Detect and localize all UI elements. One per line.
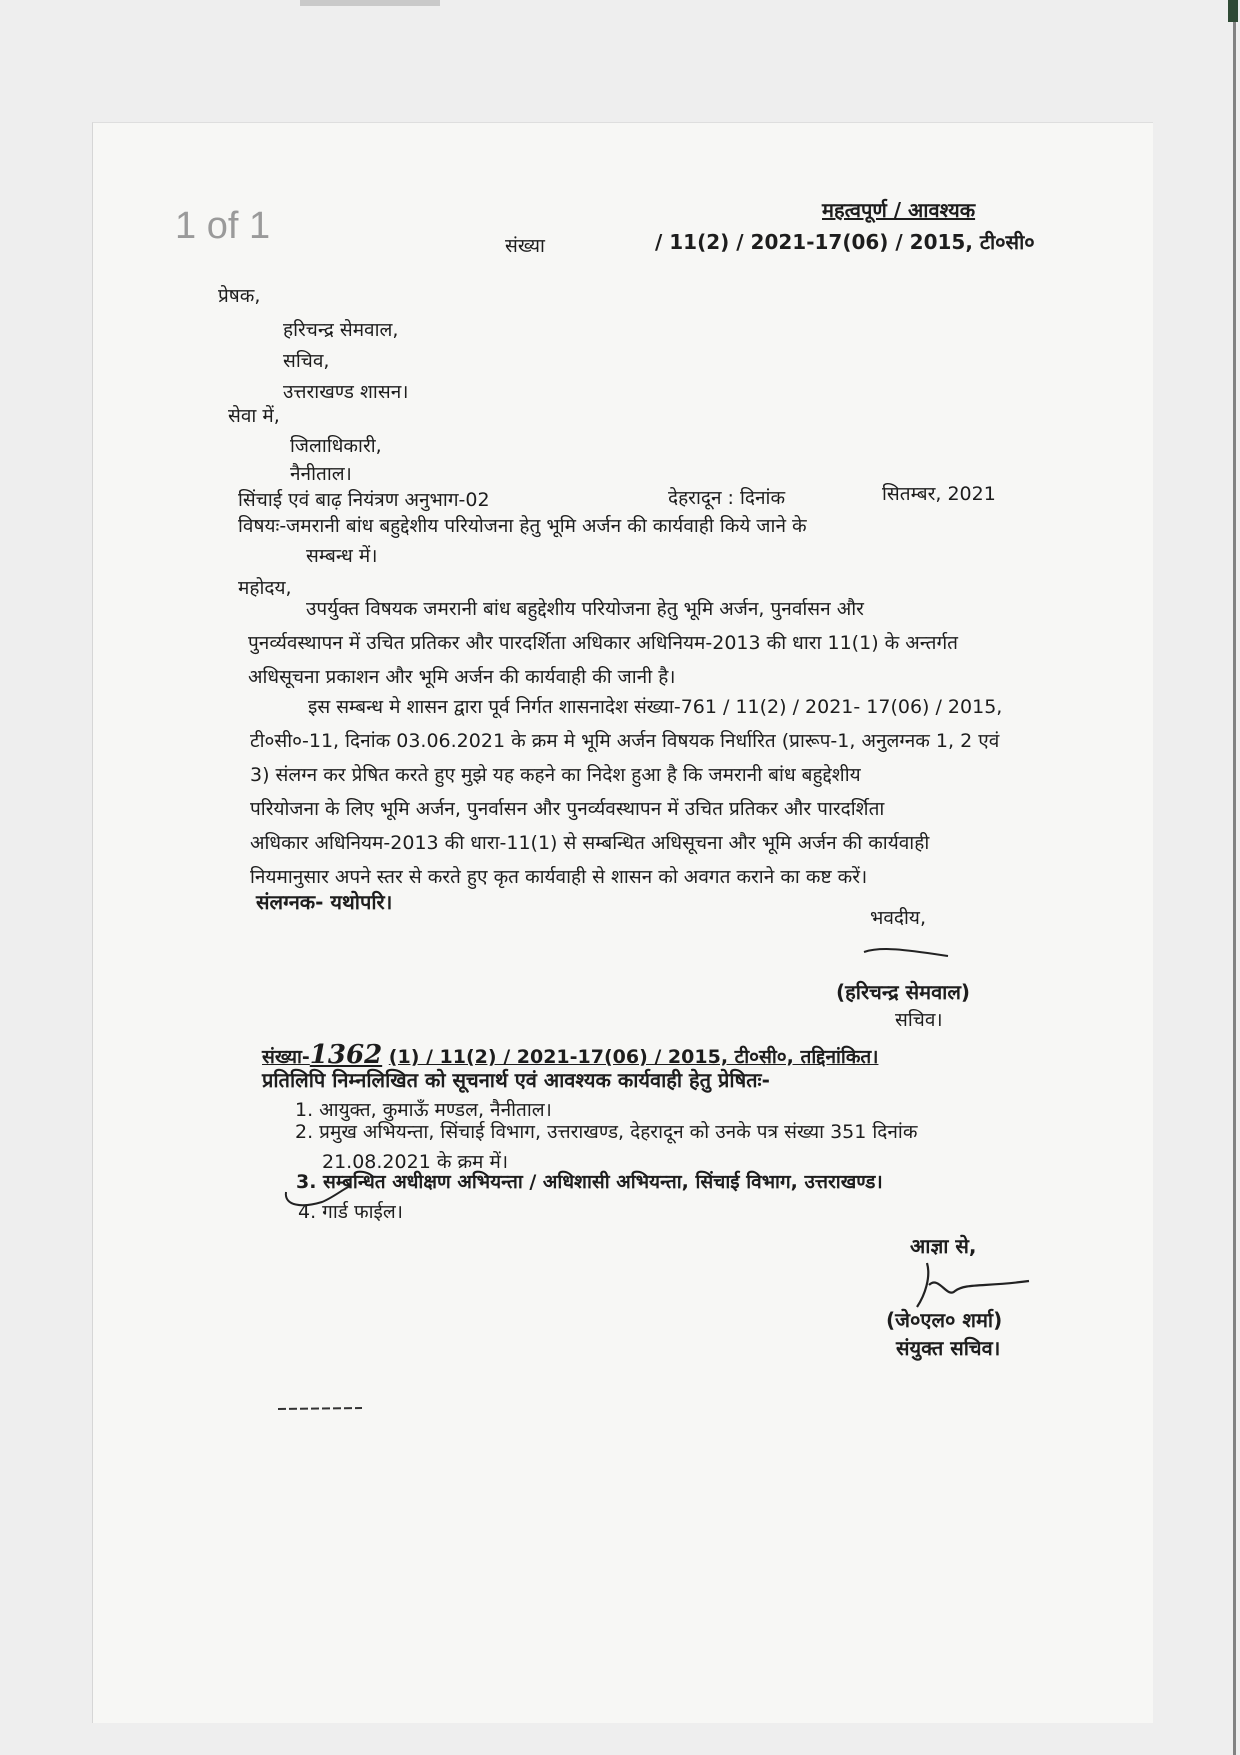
copy-item: 21.08.2021 के क्रम में।	[322, 1151, 509, 1173]
signatory-name: (हरिचन्द्र सेमवाल)	[836, 980, 971, 1004]
sender-org: उत्तराखण्ड शासन।	[283, 381, 409, 403]
subject-line-1: विषयः-जमरानी बांध बहुद्देशीय परियोजना हेतु भूमि अर्जन की कार्यवाही किये जाने के	[238, 515, 807, 537]
recipient-label: सेवा में,	[228, 405, 280, 427]
copy-ref-suffix: (1) / 11(2) / 2021-17(06) / 2015, टी०सी०, तद्दिनांकित।	[388, 1046, 879, 1068]
letter-sheet	[92, 122, 1153, 1723]
paragraph-2	[250, 690, 1002, 894]
paragraph-2-line: परियोजना के लिए भूमि अर्जन, पुनर्वासन और पुनर्व्यवस्थापन में उचित प्रतिकर और पारदर्शिता	[250, 798, 885, 820]
signature-1	[862, 938, 952, 964]
enclosure: संलग्नक- यथोपरि।	[256, 890, 393, 914]
priority-label: महत्वपूर्ण / आवश्यक	[822, 198, 976, 222]
ref-label: संख्या	[505, 235, 545, 257]
sender-designation: सचिव,	[283, 350, 330, 372]
section-name: सिंचाई एवं बाढ़ नियंत्रण अनुभाग-02	[238, 489, 490, 511]
scan-edge-mark	[1228, 0, 1238, 22]
recipient-name: जिलाधिकारी,	[290, 435, 382, 457]
sender-label: प्रेषक,	[218, 285, 261, 307]
signatory-designation: सचिव।	[895, 1009, 943, 1031]
copy-item: 3. सम्बन्धित अधीक्षण अभियन्ता / अधिशासी अभियन्ता, सिंचाई विभाग, उत्तराखण्ड।	[296, 1171, 883, 1193]
copy-ref-prefix: संख्या-	[262, 1046, 310, 1068]
copy-ref-handwritten: 1362	[309, 1040, 383, 1070]
page-indicator: 1 of 1	[175, 205, 271, 247]
hand-strike-mark	[282, 1172, 352, 1222]
signatory2-designation: संयुक्त सचिव।	[896, 1336, 1001, 1360]
copy-item: 4. गार्ड फाईल।	[298, 1201, 403, 1223]
order-note: आज्ञा से,	[910, 1234, 977, 1258]
date-month: सितम्बर, 2021	[882, 483, 996, 505]
copy-item: 1. आयुक्त, कुमाऊँ मण्डल, नैनीताल।	[295, 1099, 552, 1121]
date-line: देहरादून : दिनांक	[668, 487, 786, 509]
paragraph-1-line: पुनर्व्यवस्थापन में उचित प्रतिकर और पारदर्शिता अधिकार अधिनियम-2013 की धारा 11(1) के अन्तर्गत	[248, 632, 958, 654]
paragraph-2-line: अधिकार अधिनियम-2013 की धारा-11(1) से सम्बन्धित अधिसूचना और भूमि अर्जन की कार्यवाही	[250, 832, 930, 854]
scan-mark-bottom	[276, 1404, 366, 1414]
copy-item: 2. प्रमुख अभियन्ता, सिंचाई विभाग, उत्तराखण्ड, देहरादून को उनके पत्र संख्या 351 दिनांक	[295, 1121, 918, 1143]
recipient-place: नैनीताल।	[290, 463, 352, 485]
paragraph-1-line: अधिसूचना प्रकाशन और भूमि अर्जन की कार्यवाही की जानी है।	[248, 666, 676, 688]
paragraph-1	[248, 592, 958, 694]
paragraph-2-line: नियमानुसार अपने स्तर से करते हुए कृत कार्यवाही से शासन को अवगत कराने का कष्ट करें।	[250, 866, 868, 888]
salutation: महोदय,	[238, 577, 292, 599]
scan-edge-line	[1233, 22, 1236, 1755]
paragraph-2-line: 3) संलग्न कर प्रेषित करते हुए मुझे यह कहने का निदेश हुआ है कि जमरानी बांध बहुद्देशीय	[250, 764, 861, 786]
signatory2-name: (जे०एल० शर्मा)	[886, 1308, 1003, 1332]
paragraph-2-line: इस सम्बन्ध मे शासन द्वारा पूर्व निर्गत शासनादेश संख्या-761 / 11(2) / 2021- 17(06) / 2015,	[308, 696, 1003, 718]
subject-line-2: सम्बन्ध में।	[306, 545, 378, 567]
copy-heading: प्रतिलिपि निम्नलिखित को सूचनार्थ एवं आवश्यक कार्यवाही हेतु प्रेषितः-	[262, 1068, 770, 1092]
paragraph-2-line: टी०सी०-11, दिनांक 03.06.2021 के क्रम मे भूमि अर्जन विषयक निर्धारित (प्रारूप-1, अनुलग्नक 1, 2 एवं	[250, 730, 1000, 752]
scan-artifact-top	[300, 0, 440, 6]
ref-number: / 11(2) / 2021-17(06) / 2015, टी०सी०	[655, 230, 1035, 254]
sender-name: हरिचन्द्र सेमवाल,	[283, 319, 399, 341]
paragraph-1-line: उपर्युक्त विषयक जमरानी बांध बहुद्देशीय परियोजना हेतु भूमि अर्जन, पुनर्वासन और	[306, 598, 864, 620]
closing: भवदीय,	[870, 907, 926, 929]
